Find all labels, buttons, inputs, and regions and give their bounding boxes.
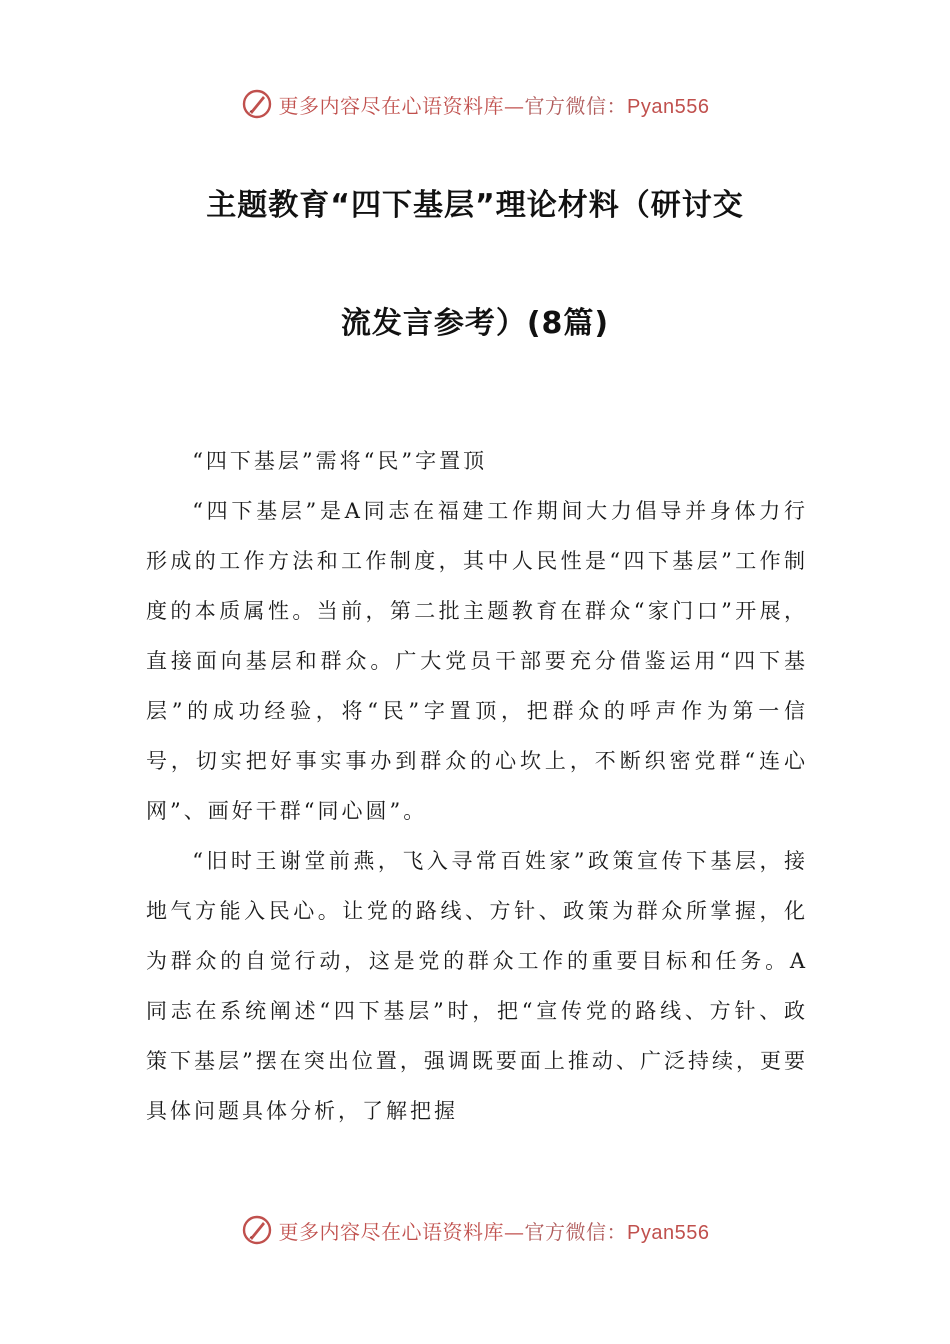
watermark-dash: — (504, 93, 525, 118)
watermark-id: Pyan556 (627, 95, 710, 118)
document-body (146, 436, 808, 1136)
body-paragraph-2: “旧时王谢堂前燕，飞入寻常百姓家”政策宣传下基层，接地气方能入民心。让党的路线、方针、政策为群众所掌握，化为群众的自觉行动，这是党的群众工作的重要目标和任务。A同志在系统阐述“四下基层”时，把“宣传党的路线、方针、政策下基层”摆在突出位置，强调既要面上推动、广泛持续，更要具体问题具体分析，了解把握 (146, 849, 808, 1123)
quill-logo-icon (241, 1214, 273, 1246)
watermark-official: 官方微信： (524, 1219, 628, 1244)
header-watermark (0, 84, 950, 124)
watermark-text (279, 1216, 710, 1245)
document-title-line2: 流发言参考）(8篇) (340, 306, 610, 341)
body-paragraph-1: “四下基层”是A同志在福建工作期间大力倡导并身体力行形成的工作方法和工作制度，其中人民性是“四下基层”工作制度的本质属性。当前，第二批主题教育在群众“家门口”开展，直接面向基层和群众。广大党员干部要充分借鉴运用“四下基层”的成功经验，将“民”字置顶，把群众的呼声作为第一信号，切实把好事实事办到群众的心坎上，不断织密党群“连心网”、画好干群“同心圆”。 (146, 499, 808, 823)
document-title-line1: 主题教育“四下基层”理论材料（研讨交 (206, 188, 744, 223)
watermark-main: 更多内容尽在心语资料库 (278, 93, 505, 118)
watermark-dash: — (504, 1219, 525, 1244)
watermark-official: 官方微信： (524, 93, 628, 118)
footer-watermark (0, 1210, 950, 1250)
watermark-id: Pyan556 (627, 1221, 710, 1244)
watermark-text (279, 90, 710, 119)
quill-logo-icon (241, 88, 273, 120)
watermark-main: 更多内容尽在心语资料库 (278, 1219, 505, 1244)
section-subheading: “四下基层”需将“民”字置顶 (192, 449, 488, 473)
